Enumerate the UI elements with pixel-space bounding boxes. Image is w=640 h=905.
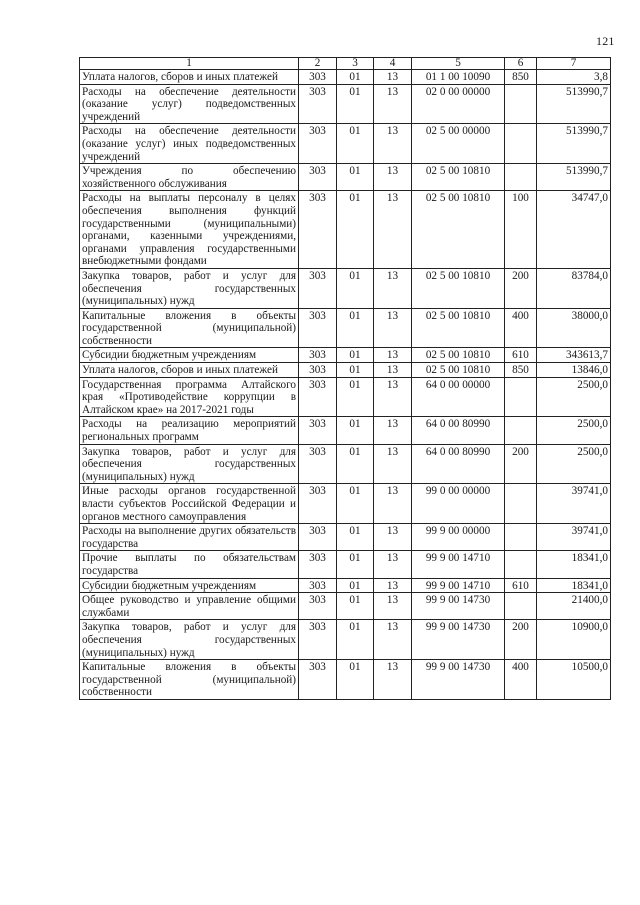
subsection-code-cell: 13 (374, 484, 412, 524)
ministry-code-cell: 303 (299, 660, 337, 700)
subsection-code-cell: 13 (374, 417, 412, 444)
section-code-cell: 01 (337, 84, 374, 124)
subsection-code-cell: 13 (374, 660, 412, 700)
column-header: 1 (80, 58, 299, 70)
table-row (80, 164, 611, 191)
ministry-code-cell: 303 (299, 593, 337, 620)
subsection-code-cell: 13 (374, 268, 412, 308)
column-header: 6 (505, 58, 537, 70)
expense-name-cell: Уплата налогов, сборов и иных платежей (80, 70, 299, 85)
expense-name-cell: Прочие выплаты по обязательствам государства (80, 551, 299, 578)
ministry-code-cell: 303 (299, 620, 337, 660)
ministry-code-cell: 303 (299, 308, 337, 348)
section-code-cell: 01 (337, 660, 374, 700)
expense-name-cell: Иные расходы органов государственной власти субъектов Российской Федерации и органов местного самоуправления (80, 484, 299, 524)
subsection-code-cell: 13 (374, 524, 412, 551)
ministry-code-cell: 303 (299, 444, 337, 484)
expense-name-cell: Расходы на реализацию мероприятий региональных программ (80, 417, 299, 444)
subsection-code-cell: 13 (374, 444, 412, 484)
ministry-code-cell: 303 (299, 268, 337, 308)
column-header: 5 (412, 58, 505, 70)
amount-cell: 3,8 (537, 70, 611, 85)
ministry-code-cell: 303 (299, 524, 337, 551)
amount-cell: 21400,0 (537, 593, 611, 620)
subsection-code-cell: 13 (374, 551, 412, 578)
expense-name-cell: Субсидии бюджетным учреждениям (80, 578, 299, 593)
expense-name-cell: Закупка товаров, работ и услуг для обеспечения государственных (муниципальных) нужд (80, 268, 299, 308)
ministry-code-cell: 303 (299, 164, 337, 191)
ministry-code-cell: 303 (299, 70, 337, 85)
amount-cell: 2500,0 (537, 444, 611, 484)
ministry-code-cell: 303 (299, 363, 337, 378)
target-article-cell: 02 5 00 10810 (412, 268, 505, 308)
table-row (80, 377, 611, 417)
ministry-code-cell: 303 (299, 124, 337, 164)
target-article-cell: 64 0 00 80990 (412, 444, 505, 484)
expense-type-cell (505, 84, 537, 124)
section-code-cell: 01 (337, 593, 374, 620)
section-code-cell: 01 (337, 268, 374, 308)
target-article-cell: 02 5 00 10810 (412, 164, 505, 191)
table-row (80, 444, 611, 484)
expense-name-cell: Расходы на обеспечение деятельности (оказание услуг) иных подведомственных учреждений (80, 124, 299, 164)
target-article-cell: 01 1 00 10090 (412, 70, 505, 85)
subsection-code-cell: 13 (374, 70, 412, 85)
table-row (80, 191, 611, 269)
section-code-cell: 01 (337, 70, 374, 85)
target-article-cell: 02 5 00 10810 (412, 363, 505, 378)
expense-type-cell (505, 124, 537, 164)
amount-cell: 2500,0 (537, 377, 611, 417)
target-article-cell: 99 9 00 14730 (412, 593, 505, 620)
table-row (80, 348, 611, 363)
target-article-cell: 99 9 00 14710 (412, 578, 505, 593)
expense-type-cell: 850 (505, 363, 537, 378)
expense-type-cell (505, 551, 537, 578)
expense-name-cell: Расходы на выплаты персоналу в целях обеспечения выполнения функций государственными (муниципальными) органами, казенными учреждениями, органами управления государственными внебюджетными фондами (80, 191, 299, 269)
target-article-cell: 99 9 00 14730 (412, 660, 505, 700)
expense-name-cell: Учреждения по обеспечению хозяйственного обслуживания (80, 164, 299, 191)
amount-cell: 34747,0 (537, 191, 611, 269)
expense-type-cell (505, 484, 537, 524)
subsection-code-cell: 13 (374, 578, 412, 593)
section-code-cell: 01 (337, 417, 374, 444)
expense-type-cell (505, 524, 537, 551)
table-row (80, 593, 611, 620)
expense-name-cell: Расходы на выполнение других обязательств государства (80, 524, 299, 551)
section-code-cell: 01 (337, 484, 374, 524)
amount-cell: 39741,0 (537, 484, 611, 524)
subsection-code-cell: 13 (374, 191, 412, 269)
section-code-cell: 01 (337, 348, 374, 363)
table-row (80, 578, 611, 593)
table-row (80, 268, 611, 308)
expense-name-cell: Капитальные вложения в объекты государственной (муниципальной) собственности (80, 660, 299, 700)
expense-type-cell (505, 593, 537, 620)
subsection-code-cell: 13 (374, 84, 412, 124)
expense-type-cell: 200 (505, 268, 537, 308)
budget-table (79, 57, 611, 700)
amount-cell: 513990,7 (537, 124, 611, 164)
table-row (80, 551, 611, 578)
expense-name-cell: Расходы на обеспечение деятельности (оказание услуг) подведомственных учреждений (80, 84, 299, 124)
section-code-cell: 01 (337, 308, 374, 348)
expense-type-cell: 400 (505, 308, 537, 348)
section-code-cell: 01 (337, 551, 374, 578)
section-code-cell: 01 (337, 578, 374, 593)
section-code-cell: 01 (337, 444, 374, 484)
table-row (80, 660, 611, 700)
subsection-code-cell: 13 (374, 363, 412, 378)
ministry-code-cell: 303 (299, 377, 337, 417)
table-row (80, 308, 611, 348)
expense-type-cell: 200 (505, 620, 537, 660)
expense-type-cell: 850 (505, 70, 537, 85)
expense-type-cell: 100 (505, 191, 537, 269)
expense-name-cell: Закупка товаров, работ и услуг для обеспечения государственных (муниципальных) нужд (80, 444, 299, 484)
expense-type-cell (505, 377, 537, 417)
column-header: 3 (337, 58, 374, 70)
ministry-code-cell: 303 (299, 348, 337, 363)
amount-cell: 39741,0 (537, 524, 611, 551)
target-article-cell: 99 9 00 00000 (412, 524, 505, 551)
section-code-cell: 01 (337, 363, 374, 378)
amount-cell: 513990,7 (537, 164, 611, 191)
ministry-code-cell: 303 (299, 84, 337, 124)
subsection-code-cell: 13 (374, 593, 412, 620)
table-row (80, 484, 611, 524)
expense-name-cell: Субсидии бюджетным учреждениям (80, 348, 299, 363)
expense-type-cell: 610 (505, 348, 537, 363)
ministry-code-cell: 303 (299, 191, 337, 269)
target-article-cell: 02 5 00 00000 (412, 124, 505, 164)
table-row (80, 620, 611, 660)
amount-cell: 18341,0 (537, 551, 611, 578)
target-article-cell: 99 9 00 14710 (412, 551, 505, 578)
target-article-cell: 64 0 00 80990 (412, 417, 505, 444)
target-article-cell: 02 5 00 10810 (412, 348, 505, 363)
amount-cell: 343613,7 (537, 348, 611, 363)
section-code-cell: 01 (337, 164, 374, 191)
expense-name-cell: Общее руководство и управление общими службами (80, 593, 299, 620)
section-code-cell: 01 (337, 524, 374, 551)
target-article-cell: 02 0 00 00000 (412, 84, 505, 124)
amount-cell: 2500,0 (537, 417, 611, 444)
expense-type-cell: 200 (505, 444, 537, 484)
ministry-code-cell: 303 (299, 551, 337, 578)
expense-name-cell: Государственная программа Алтайского края «Противодействие коррупции в Алтайском крае» на 2017-2021 годы (80, 377, 299, 417)
expense-name-cell: Закупка товаров, работ и услуг для обеспечения государственных (муниципальных) нужд (80, 620, 299, 660)
target-article-cell: 99 0 00 00000 (412, 484, 505, 524)
subsection-code-cell: 13 (374, 377, 412, 417)
expense-type-cell: 610 (505, 578, 537, 593)
expense-type-cell (505, 164, 537, 191)
subsection-code-cell: 13 (374, 164, 412, 191)
column-header: 7 (537, 58, 611, 70)
amount-cell: 10900,0 (537, 620, 611, 660)
amount-cell: 83784,0 (537, 268, 611, 308)
table-row (80, 363, 611, 378)
ministry-code-cell: 303 (299, 417, 337, 444)
subsection-code-cell: 13 (374, 124, 412, 164)
table-row (80, 417, 611, 444)
section-code-cell: 01 (337, 620, 374, 660)
table-row (80, 124, 611, 164)
table-row (80, 84, 611, 124)
column-header: 2 (299, 58, 337, 70)
amount-cell: 10500,0 (537, 660, 611, 700)
amount-cell: 18341,0 (537, 578, 611, 593)
target-article-cell: 02 5 00 10810 (412, 191, 505, 269)
ministry-code-cell: 303 (299, 484, 337, 524)
target-article-cell: 02 5 00 10810 (412, 308, 505, 348)
section-code-cell: 01 (337, 124, 374, 164)
expense-type-cell: 400 (505, 660, 537, 700)
subsection-code-cell: 13 (374, 348, 412, 363)
table-row (80, 524, 611, 551)
page-number: 121 (596, 34, 615, 48)
section-code-cell: 01 (337, 377, 374, 417)
expense-name-cell: Капитальные вложения в объекты государственной (муниципальной) собственности (80, 308, 299, 348)
column-header: 4 (374, 58, 412, 70)
target-article-cell: 99 9 00 14730 (412, 620, 505, 660)
amount-cell: 13846,0 (537, 363, 611, 378)
subsection-code-cell: 13 (374, 620, 412, 660)
subsection-code-cell: 13 (374, 308, 412, 348)
table-row (80, 70, 611, 85)
ministry-code-cell: 303 (299, 578, 337, 593)
header-row (80, 58, 611, 70)
target-article-cell: 64 0 00 00000 (412, 377, 505, 417)
expense-type-cell (505, 417, 537, 444)
amount-cell: 513990,7 (537, 84, 611, 124)
amount-cell: 38000,0 (537, 308, 611, 348)
section-code-cell: 01 (337, 191, 374, 269)
expense-name-cell: Уплата налогов, сборов и иных платежей (80, 363, 299, 378)
